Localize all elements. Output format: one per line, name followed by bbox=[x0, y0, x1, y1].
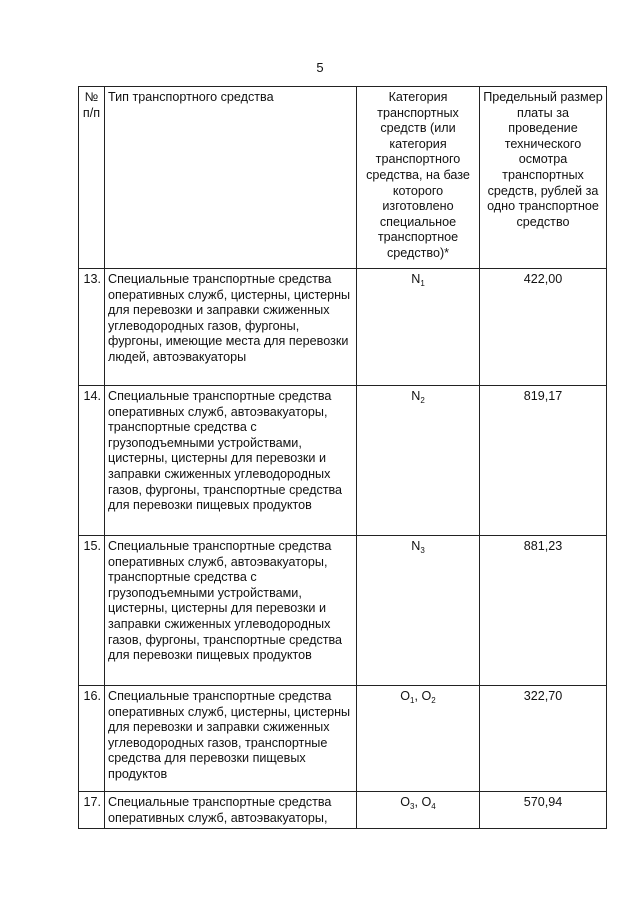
category-cell bbox=[357, 269, 480, 386]
category-code: $O_2$ bbox=[421, 689, 436, 705]
vehicle-type-cell: Специальные транспортные средства оперативных служб, автоэвакуаторы, транспортные средства с грузоподъемными устройствами, цистерны, цистерны для перевозки и заправки сжиженных углеводородных газов, фургоны, транспортные средства для перевозки пищевых продуктов bbox=[105, 536, 357, 686]
category-cell bbox=[357, 386, 480, 536]
table-row bbox=[79, 269, 607, 386]
category-code: $N_3$ bbox=[411, 539, 425, 555]
table-header-row bbox=[79, 87, 607, 269]
vehicle-type-cell: Специальные транспортные средства оперативных служб, автоэвакуаторы, bbox=[105, 792, 357, 829]
category-cell bbox=[357, 536, 480, 686]
table-row bbox=[79, 536, 607, 686]
table-row bbox=[79, 792, 607, 829]
table-row bbox=[79, 686, 607, 792]
page-number: 5 bbox=[316, 60, 324, 75]
category-code: $O_1$ bbox=[400, 689, 415, 705]
header-number: № п/п bbox=[79, 87, 105, 269]
row-number: 16. bbox=[79, 686, 105, 792]
category-code: $N_2$ bbox=[411, 389, 425, 405]
category-cell: $O_3$, $O_4$ bbox=[357, 792, 480, 829]
price-cell: 881,23 bbox=[480, 536, 607, 686]
header-max-fee: Предельный размер платы за проведение технического осмотра транспортных средств, рублей за одно транспортное средство bbox=[480, 87, 607, 269]
row-number: 14. bbox=[79, 386, 105, 536]
table-row bbox=[79, 386, 607, 536]
row-number: 17. bbox=[79, 792, 105, 829]
vehicle-type-cell: Специальные транспортные средства оперативных служб, цистерны, цистерны для перевозки и заправки сжиженных углеводородных газов, транспортные средства для перевозки пищевых продуктов bbox=[105, 686, 357, 792]
vehicle-type-cell: Специальные транспортные средства оперативных служб, цистерны, цистерны для перевозки и заправки сжиженных углеводородных газов, фургоны, фургоны, имеющие места для перевозки людей, автоэвакуаторы bbox=[105, 269, 357, 386]
category-cell: $O_1$, $O_2$ bbox=[357, 686, 480, 792]
row-number: 15. bbox=[79, 536, 105, 686]
category-code: $O_4$ bbox=[421, 795, 436, 811]
header-vehicle-type: Тип транспортного средства bbox=[105, 87, 357, 269]
header-category: Категория транспортных средств (или категория транспортного средства, на базе которого изготовлено специальное транспортное средство)* bbox=[357, 87, 480, 269]
category-code: $O_3$ bbox=[400, 795, 415, 811]
price-cell: 422,00 bbox=[480, 269, 607, 386]
row-number: 13. bbox=[79, 269, 105, 386]
price-cell: 819,17 bbox=[480, 386, 607, 536]
category-code: $N_1$ bbox=[411, 272, 425, 288]
vehicle-type-cell: Специальные транспортные средства оперативных служб, автоэвакуаторы, транспортные средства с грузоподъемными устройствами, цистерны, цистерны для перевозки и заправки сжиженных углеводородных газов, фургоны, транспортные средства для перевозки пищевых продуктов bbox=[105, 386, 357, 536]
tariff-table bbox=[78, 86, 607, 829]
price-cell: 570,94 bbox=[480, 792, 607, 829]
price-cell: 322,70 bbox=[480, 686, 607, 792]
